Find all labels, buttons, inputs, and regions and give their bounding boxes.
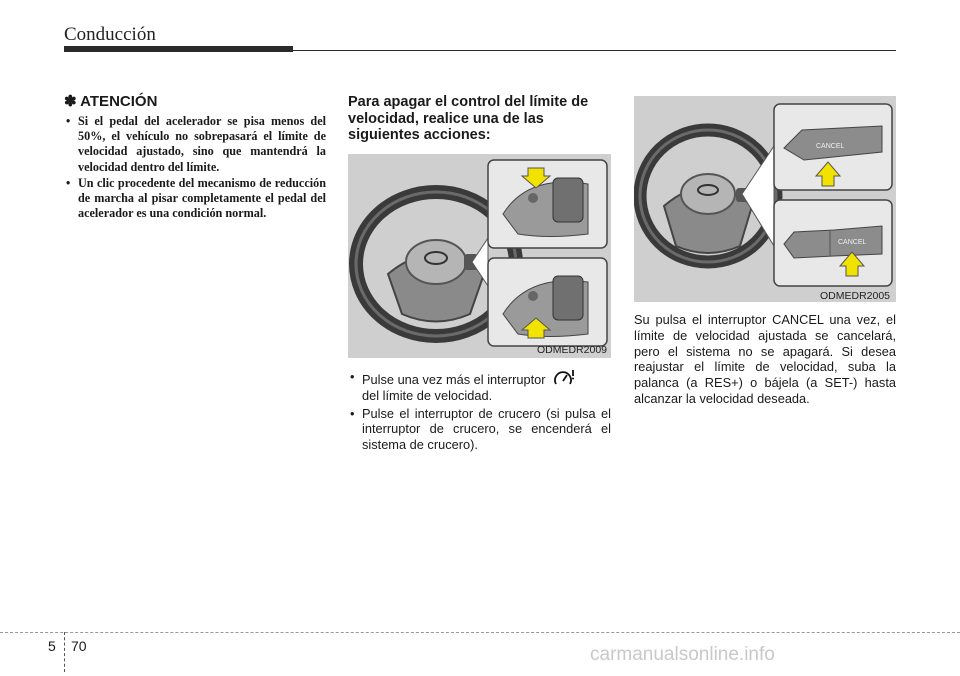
steering-wheel-illustration	[348, 154, 611, 358]
section-header-title: Conducción	[64, 24, 156, 45]
page-number-separator	[64, 632, 69, 672]
steering-wheel-figure-2	[634, 96, 896, 302]
svg-text:CANCEL: CANCEL	[838, 239, 867, 246]
bullet-item: • Pulse el interruptor de crucero (si pulsa el interruptor de crucero, se encenderá el sistema de crucero).	[348, 406, 611, 453]
speed-limiter-icon	[553, 369, 575, 385]
attention-title: ✽ ATENCIÓN	[64, 93, 158, 110]
turn-off-section	[348, 94, 611, 144]
figure-label: ODMEDR2005	[820, 290, 891, 302]
turn-off-bullets	[348, 369, 611, 455]
header-rule-thin	[293, 50, 896, 51]
attention-item: • Si el pedal del acelerador se pisa menos del 50%, el vehículo no sobrepasará el límite de velocidad ajustado, sino que mantendrá la velocidad dentro del límite.	[64, 114, 326, 175]
header-rule-thick	[64, 46, 293, 52]
bullet-item	[348, 369, 611, 404]
attention-box	[64, 92, 326, 222]
cancel-label: CANCEL	[816, 143, 845, 150]
page-number: 70	[71, 638, 87, 654]
figure-label: ODMEDR2009	[536, 344, 607, 356]
cancel-switch-illustration	[634, 96, 896, 302]
attention-list	[64, 114, 326, 221]
attention-item: • Un clic procedente del mecanismo de reducción de marcha al pisar completamente el pedal del acelerador es una condición normal.	[64, 176, 326, 222]
section-title: Para apagar el control del límite de velocidad, realice una de las siguientes acciones:	[348, 94, 589, 143]
bullet-text: Pulse una vez más el interruptor	[362, 372, 546, 387]
steering-wheel-figure-1	[348, 154, 611, 358]
bullet-text-continued: del límite de velocidad.	[362, 387, 493, 403]
cancel-description: Su pulsa el interruptor CANCEL una vez, el límite de velocidad ajustada se cancelará, pero el sistema no se apagará. Si desea reajustar el límite de velocidad, suba la palanca (a RES+) o bájela (a SET-) hasta alcanzar la velocidad deseada.	[634, 312, 896, 406]
watermark: carmanualsonline.info	[590, 644, 775, 665]
footer-dashed-rule	[0, 632, 960, 633]
section-number: 5	[48, 638, 56, 654]
